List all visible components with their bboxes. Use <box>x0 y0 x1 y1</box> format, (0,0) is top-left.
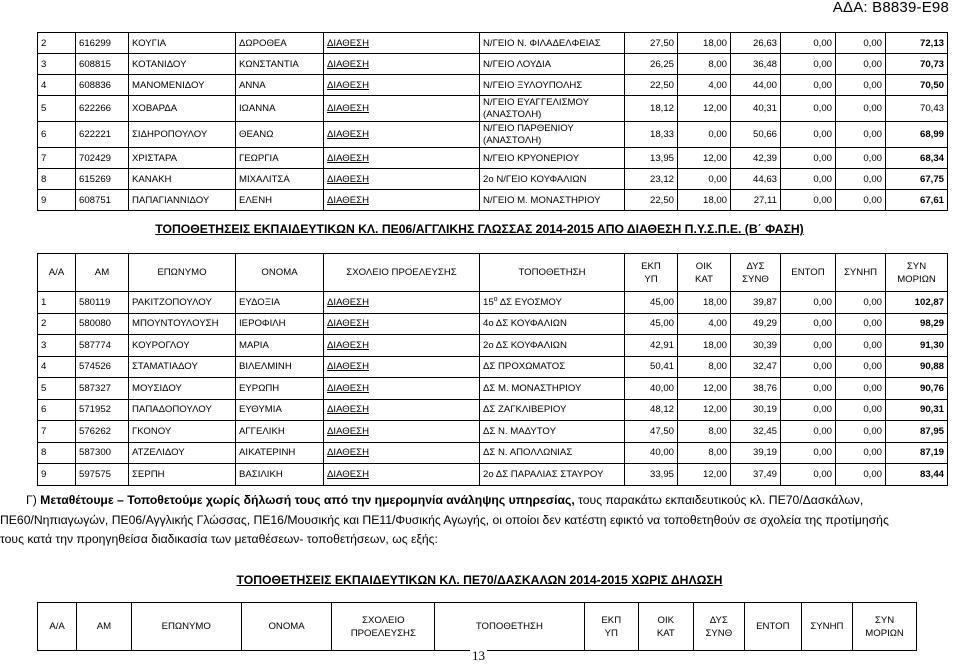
total-cell: 67,75 <box>886 169 948 190</box>
ekp-cell: 23,12 <box>625 169 678 190</box>
placement-cell: Ν/ΓΕΙΟ ΚΡΥΟΝΕΡΙΟΥ <box>480 148 625 169</box>
ekp-cell: 48,12 <box>625 399 678 421</box>
pe70-placements-table <box>37 602 917 651</box>
dys-cell: 32,45 <box>731 421 781 443</box>
school-cell: ΔΙΑΘΕΣΗ <box>324 442 480 464</box>
name-cell: ΓΕΩΡΓΙΑ <box>236 148 324 169</box>
synip-cell: 0,00 <box>836 442 886 464</box>
paragraph-rest: τους παρακάτω εκπαιδευτικούς κλ. ΠΕ70/Δασκάλων, <box>574 493 864 507</box>
oik-cell: 8,00 <box>678 54 731 75</box>
table-row <box>38 75 948 96</box>
header-aa: Α/Α <box>38 603 77 651</box>
entop-cell: 0,00 <box>781 292 836 314</box>
surname-cell: ΣΙΔΗΡΟΠΟΥΛΟΥ <box>129 122 236 148</box>
entop-cell: 0,00 <box>781 75 836 96</box>
placement-cell: 2ο ΔΣ ΚΟΥΦΑΛΙΩΝ <box>480 335 625 357</box>
header-aa: Α/Α <box>38 254 76 292</box>
total-cell: 87,95 <box>886 421 948 443</box>
name-cell: ΜΑΡΙΑ <box>236 335 324 357</box>
surname-cell: ΠΑΠΑΔΟΠΟΥΛΟΥ <box>129 399 236 421</box>
placement-cell: 2ο Ν/ΓΕΙΟ ΚΟΥΦΑΛΙΩΝ <box>480 169 625 190</box>
table-row <box>38 122 948 148</box>
am-cell: 616299 <box>76 33 129 54</box>
row-number: 4 <box>38 356 76 378</box>
name-cell: ΒΑΣΙΛΙΚΗ <box>236 464 324 486</box>
table-row <box>38 399 948 421</box>
name-cell: ΙΕΡΟΦΙΛΗ <box>236 313 324 335</box>
surname-cell: ΚΑΝΑΚΗ <box>129 169 236 190</box>
am-cell: 597575 <box>76 464 129 486</box>
am-cell: 608836 <box>76 75 129 96</box>
pe06-placements-table <box>37 253 948 486</box>
surname-cell: ΠΑΠΑΓΙΑΝΝΙΔΟΥ <box>129 190 236 211</box>
name-cell: ΜΙΧΑΛΙΤΣΑ <box>236 169 324 190</box>
table-row <box>38 464 948 486</box>
placement-cell: 2ο ΔΣ ΠΑΡΑΛΙΑΣ ΣΤΑΥΡΟΥ <box>480 464 625 486</box>
placement-cell: ΔΣ ΖΑΓΚΛΙΒΕΡΙΟΥ <box>480 399 625 421</box>
name-cell: ΑΙΚΑΤΕΡΙΝΗ <box>236 442 324 464</box>
dys-cell: 39,87 <box>731 292 781 314</box>
header-surname: ΕΠΩΝΥΜΟ <box>131 603 241 651</box>
school-cell: ΔΙΑΘΕΣΗ <box>324 148 480 169</box>
row-number: 5 <box>38 96 76 122</box>
name-cell: ΕΥΘΥΜΙΑ <box>236 399 324 421</box>
surname-cell: ΑΤΖΕΛΙΔΟΥ <box>129 442 236 464</box>
synip-cell: 0,00 <box>836 96 886 122</box>
school-cell: ΔΙΑΘΕΣΗ <box>324 464 480 486</box>
entop-cell: 0,00 <box>781 356 836 378</box>
entop-cell: 0,00 <box>781 442 836 464</box>
row-number: 6 <box>38 399 76 421</box>
pe70-section-title: ΤΟΠΟΘΕΤΗΣΕΙΣ ΕΚΠΑΙΔΕΥΤΙΚΩΝ ΚΛ. ΠΕ70/ΔΑΣΚΑΛΩΝ 2014-2015 ΧΩΡΙΣ ΔΗΛΩΣΗ <box>236 573 723 587</box>
header-am: ΑΜ <box>77 603 132 651</box>
oik-cell: 12,00 <box>678 96 731 122</box>
name-cell: ΒΙΛΕΛΜΙΝΗ <box>236 356 324 378</box>
table-row <box>38 313 948 335</box>
dys-cell: 50,66 <box>731 122 781 148</box>
school-cell: ΔΙΑΘΕΣΗ <box>324 96 480 122</box>
ekp-cell: 45,00 <box>625 313 678 335</box>
table-row <box>38 335 948 357</box>
placement-cell: Ν/ΓΕΙΟ ΞΥΛΟΥΠΟΛΗΣ <box>480 75 625 96</box>
am-cell: 702429 <box>76 148 129 169</box>
oik-cell: 8,00 <box>678 442 731 464</box>
ekp-cell: 42,91 <box>625 335 678 357</box>
surname-cell: ΡΑΚΙΤΖΟΠΟΥΛΟΥ <box>129 292 236 314</box>
header-placement: ΤΟΠΟΘΕΤΗΣΗ <box>435 603 584 651</box>
table-row <box>38 356 948 378</box>
row-number: 9 <box>38 190 76 211</box>
synip-cell: 0,00 <box>836 356 886 378</box>
synip-cell: 0,00 <box>836 335 886 357</box>
placement-cell: Ν/ΓΕΙΟ ΠΑΡΘΕΝΙΟΥ (ΑΝΑΣΤΟΛΗ) <box>480 122 625 148</box>
header-name: ΟΝΟΜΑ <box>241 603 332 651</box>
am-cell: 580080 <box>76 313 129 335</box>
oik-cell: 12,00 <box>678 399 731 421</box>
table-row <box>38 442 948 464</box>
surname-cell: ΜΠΟΥΝΤΟΥΛΟΥΣΗ <box>129 313 236 335</box>
am-cell: 574526 <box>76 356 129 378</box>
row-number: 7 <box>38 421 76 443</box>
dys-cell: 37,49 <box>731 464 781 486</box>
header-oik: ΟΙΚ ΚΑΤ <box>678 254 731 292</box>
dys-cell: 30,39 <box>731 335 781 357</box>
header-oik: ΟΙΚ ΚΑΤ <box>639 603 694 651</box>
entop-cell: 0,00 <box>781 335 836 357</box>
am-cell: 587300 <box>76 442 129 464</box>
synip-cell: 0,00 <box>836 54 886 75</box>
row-number: 3 <box>38 54 76 75</box>
oik-cell: 18,00 <box>678 292 731 314</box>
placement-cell: ΔΣ Μ. ΜΟΝΑΣΤΗΡΙΟΥ <box>480 378 625 400</box>
ekp-cell: 50,41 <box>625 356 678 378</box>
paragraph-bold: Μεταθέτουμε – Τοποθετούμε χωρίς δήλωσή τους από την ημερομηνία ανάληψης υπηρεσίας, <box>40 493 575 507</box>
am-cell: 587774 <box>76 335 129 357</box>
entop-cell: 0,00 <box>781 54 836 75</box>
school-cell: ΔΙΑΘΕΣΗ <box>324 122 480 148</box>
ekp-cell: 40,00 <box>625 442 678 464</box>
header-surname: ΕΠΩΝΥΜΟ <box>129 254 236 292</box>
oik-cell: 18,00 <box>678 190 731 211</box>
placement-cell: $15^o$ ΔΣ ΕΥΟΣΜΟΥ <box>480 292 625 314</box>
row-number: 4 <box>38 75 76 96</box>
total-cell: 68,34 <box>886 148 948 169</box>
surname-cell: ΧΟΒΑΡΔΑ <box>129 96 236 122</box>
synip-cell: 0,00 <box>836 33 886 54</box>
header-synip: ΣΥΝΗΠ <box>836 254 886 292</box>
header-school: ΣΧΟΛΕΙΟ ΠΡΟΕΛΕΥΣΗΣ <box>332 603 435 651</box>
total-cell: 91,30 <box>886 335 948 357</box>
dys-cell: 39,19 <box>731 442 781 464</box>
table-row <box>38 421 948 443</box>
placement-cell: ΔΣ Ν. ΑΠΟΛΛΩΝΙΑΣ <box>480 442 625 464</box>
paragraph-line2: ΠΕ60/Νηπιαγωγών, ΠΕ06/Αγγλικής Γλώσσας, ΠΕ16/Μουσικής και ΠΕ11/Φυσικής Αγωγής, οι οποίοι δεν κατέστη εφικτό να τοποθετηθούν σε σχολεία της προτίμησής <box>0 512 889 527</box>
ekp-cell: 47,50 <box>625 421 678 443</box>
total-cell: 90,31 <box>886 399 948 421</box>
entop-cell: 0,00 <box>781 96 836 122</box>
school-cell: ΔΙΑΘΕΣΗ <box>324 190 480 211</box>
am-cell: 622221 <box>76 122 129 148</box>
surname-cell: ΜΑΝΟΜΕΝΙΔΟΥ <box>129 75 236 96</box>
table-row <box>38 33 948 54</box>
ekp-cell: 18,33 <box>625 122 678 148</box>
total-cell: 68,99 <box>886 122 948 148</box>
total-cell: 90,88 <box>886 356 948 378</box>
dys-cell: 40,31 <box>731 96 781 122</box>
total-cell: 70,73 <box>886 54 948 75</box>
placement-cell: 4ο ΔΣ ΚΟΥΦΑΛΙΩΝ <box>480 313 625 335</box>
placement-cell: ΔΣ ΠΡΟΧΩΜΑΤΟΣ <box>480 356 625 378</box>
ekp-cell: 18,12 <box>625 96 678 122</box>
header-synip: ΣΥΝΗΠ <box>801 603 852 651</box>
surname-cell: ΚΟΤΑΝΙΔΟΥ <box>129 54 236 75</box>
synip-cell: 0,00 <box>836 378 886 400</box>
synip-cell: 0,00 <box>836 148 886 169</box>
name-cell: ΕΥΡΩΠΗ <box>236 378 324 400</box>
synip-cell: 0,00 <box>836 122 886 148</box>
dys-cell: 42,39 <box>731 148 781 169</box>
am-cell: 580119 <box>76 292 129 314</box>
total-cell: 72,13 <box>886 33 948 54</box>
pe06-section-title: ΤΟΠΟΘΕΤΗΣΕΙΣ ΕΚΠΑΙΔΕΥΤΙΚΩΝ ΚΛ. ΠΕ06/ΑΓΓΛΙΚΗΣ ΓΛΩΣΣΑΣ 2014-2015 ΑΠΟ ΔΙΑΘΕΣΗ Π.Υ.Σ.Π.Ε. (Β΄ ΦΑΣΗ) <box>155 222 804 236</box>
paragraph-g <box>0 491 959 550</box>
table-row <box>38 292 948 314</box>
ekp-cell: 13,95 <box>625 148 678 169</box>
dys-cell: 27,11 <box>731 190 781 211</box>
name-cell: ΕΥΔΟΞΙΑ <box>236 292 324 314</box>
surname-cell: ΧΡΙΣΤΑΡΑ <box>129 148 236 169</box>
row-number: 7 <box>38 148 76 169</box>
ekp-cell: 26,25 <box>625 54 678 75</box>
placement-cell: ΔΣ Ν. ΜΑΔΥΤΟΥ <box>480 421 625 443</box>
paragraph-prefix: Γ) <box>26 493 41 507</box>
entop-cell: 0,00 <box>781 148 836 169</box>
ekp-cell: 22,50 <box>625 190 678 211</box>
am-cell: 571952 <box>76 399 129 421</box>
total-cell: 70,50 <box>886 75 948 96</box>
school-cell: ΔΙΑΘΕΣΗ <box>324 356 480 378</box>
oik-cell: 8,00 <box>678 356 731 378</box>
am-cell: 615269 <box>76 169 129 190</box>
surname-cell: ΣΤΑΜΑΤΙΑΔΟΥ <box>129 356 236 378</box>
ekp-cell: 22,50 <box>625 75 678 96</box>
synip-cell: 0,00 <box>836 464 886 486</box>
school-cell: ΔΙΑΘΕΣΗ <box>324 421 480 443</box>
row-number: 2 <box>38 33 76 54</box>
table-row <box>38 378 948 400</box>
total-cell: 67,61 <box>886 190 948 211</box>
total-cell: 83,44 <box>886 464 948 486</box>
placement-cell: Ν/ΓΕΙΟ ΛΟΥΔΙΑ <box>480 54 625 75</box>
name-cell: ΑΝΝΑ <box>236 75 324 96</box>
dys-cell: 49,29 <box>731 313 781 335</box>
total-cell: 102,87 <box>886 292 948 314</box>
dys-cell: 36,48 <box>731 54 781 75</box>
oik-cell: 4,00 <box>678 75 731 96</box>
synip-cell: 0,00 <box>836 292 886 314</box>
oik-cell: 12,00 <box>678 148 731 169</box>
name-cell: ΑΓΓΕΛΙΚΗ <box>236 421 324 443</box>
placement-cell: Ν/ΓΕΙΟ Μ. ΜΟΝΑΣΤΗΡΙΟΥ <box>480 190 625 211</box>
table-row <box>38 96 948 122</box>
dys-cell: 44,63 <box>731 169 781 190</box>
surname-cell: ΣΕΡΠΗ <box>129 464 236 486</box>
am-cell: 608815 <box>76 54 129 75</box>
am-cell: 576262 <box>76 421 129 443</box>
header-placement: ΤΟΠΟΘΕΤΗΣΗ <box>480 254 625 292</box>
dys-cell: 44,00 <box>731 75 781 96</box>
entop-cell: 0,00 <box>781 190 836 211</box>
total-cell: 90,76 <box>886 378 948 400</box>
ekp-cell: 40,00 <box>625 378 678 400</box>
header-entop: ΕΝΤΟΠ <box>745 603 802 651</box>
header-school: ΣΧΟΛΕΙΟ ΠΡΟΕΛΕΥΣΗΣ <box>324 254 480 292</box>
am-cell: 608751 <box>76 190 129 211</box>
row-number: 3 <box>38 335 76 357</box>
synip-cell: 0,00 <box>836 421 886 443</box>
oik-cell: 0,00 <box>678 169 731 190</box>
name-cell: ΚΩΝΣΤΑΝΤΙΑ <box>236 54 324 75</box>
ekp-cell: 27,50 <box>625 33 678 54</box>
header-am: ΑΜ <box>76 254 129 292</box>
entop-cell: 0,00 <box>781 399 836 421</box>
table-row <box>38 169 948 190</box>
surname-cell: ΚΟΥΡΟΓΛΟΥ <box>129 335 236 357</box>
ekp-cell: 45,00 <box>625 292 678 314</box>
entop-cell: 0,00 <box>781 169 836 190</box>
surname-cell: ΓΚΟΝΟΥ <box>129 421 236 443</box>
page-number: 13 <box>472 648 485 663</box>
header-syn: ΣΥΝ ΜΟΡΙΩΝ <box>853 603 917 651</box>
oik-cell: 12,00 <box>678 464 731 486</box>
ekp-cell: 33,95 <box>625 464 678 486</box>
dys-cell: 30,19 <box>731 399 781 421</box>
school-cell: ΔΙΑΘΕΣΗ <box>324 54 480 75</box>
entop-cell: 0,00 <box>781 421 836 443</box>
school-cell: ΔΙΑΘΕΣΗ <box>324 169 480 190</box>
oik-cell: 0,00 <box>678 122 731 148</box>
school-cell: ΔΙΑΘΕΣΗ <box>324 292 480 314</box>
am-cell: 587327 <box>76 378 129 400</box>
table-row <box>38 190 948 211</box>
total-cell: 87,19 <box>886 442 948 464</box>
surname-cell: ΚΟΥΓΙΑ <box>129 33 236 54</box>
school-cell: ΔΙΑΘΕΣΗ <box>324 335 480 357</box>
placement-cell: Ν/ΓΕΙΟ ΕΥΑΓΓΕΛΙΣΜΟΥ (ΑΝΑΣΤΟΛΗ) <box>480 96 625 122</box>
header-name: ΟΝΟΜΑ <box>236 254 324 292</box>
name-cell: ΕΛΕΝΗ <box>236 190 324 211</box>
name-cell: ΔΩΡΟΘΕΑ <box>236 33 324 54</box>
oik-cell: 18,00 <box>678 33 731 54</box>
table-row <box>38 54 948 75</box>
header-ekp: ΕΚΠ ΥΠ <box>584 603 639 651</box>
placement-cell: Ν/ΓΕΙΟ Ν. ΦΙΛΑΔΕΛΦΕΙΑΣ <box>480 33 625 54</box>
entop-cell: 0,00 <box>781 122 836 148</box>
total-cell: 70,43 <box>886 96 948 122</box>
header-ekp: ΕΚΠ ΥΠ <box>625 254 678 292</box>
ada-code: ΑΔΑ: Β8839-Ε98 <box>832 0 949 16</box>
dys-cell: 26,63 <box>731 33 781 54</box>
row-number: 6 <box>38 122 76 148</box>
header-dys: ΔΥΣ ΣΥΝΘ <box>731 254 781 292</box>
header-entop: ΕΝΤΟΠ <box>781 254 836 292</box>
oik-cell: 12,00 <box>678 378 731 400</box>
school-cell: ΔΙΑΘΕΣΗ <box>324 33 480 54</box>
row-number: 1 <box>38 292 76 314</box>
continued-placements-table <box>37 32 948 211</box>
dys-cell: 38,76 <box>731 378 781 400</box>
entop-cell: 0,00 <box>781 313 836 335</box>
row-number: 5 <box>38 378 76 400</box>
entop-cell: 0,00 <box>781 378 836 400</box>
row-number: 2 <box>38 313 76 335</box>
name-cell: ΙΩΑΝΝΑ <box>236 96 324 122</box>
dys-cell: 32,47 <box>731 356 781 378</box>
synip-cell: 0,00 <box>836 190 886 211</box>
name-cell: ΘΕΑΝΩ <box>236 122 324 148</box>
synip-cell: 0,00 <box>836 313 886 335</box>
school-cell: ΔΙΑΘΕΣΗ <box>324 378 480 400</box>
synip-cell: 0,00 <box>836 399 886 421</box>
oik-cell: 18,00 <box>678 335 731 357</box>
row-number: 8 <box>38 169 76 190</box>
surname-cell: ΜΟΥΣΙΔΟΥ <box>129 378 236 400</box>
school-cell: ΔΙΑΘΕΣΗ <box>324 313 480 335</box>
paragraph-line3: τους κατά την προηγηθείσα διαδικασία των μεταθέσεων- τοποθετήσεων, ως εξής: <box>0 532 438 546</box>
entop-cell: 0,00 <box>781 464 836 486</box>
header-dys: ΔΥΣ ΣΥΝΘ <box>693 603 744 651</box>
am-cell: 622266 <box>76 96 129 122</box>
table-row <box>38 148 948 169</box>
oik-cell: 8,00 <box>678 421 731 443</box>
header-syn: ΣΥΝ ΜΟΡΙΩΝ <box>886 254 948 292</box>
school-cell: ΔΙΑΘΕΣΗ <box>324 75 480 96</box>
synip-cell: 0,00 <box>836 169 886 190</box>
entop-cell: 0,00 <box>781 33 836 54</box>
total-cell: 98,29 <box>886 313 948 335</box>
school-cell: ΔΙΑΘΕΣΗ <box>324 399 480 421</box>
synip-cell: 0,00 <box>836 75 886 96</box>
oik-cell: 4,00 <box>678 313 731 335</box>
row-number: 8 <box>38 442 76 464</box>
row-number: 9 <box>38 464 76 486</box>
